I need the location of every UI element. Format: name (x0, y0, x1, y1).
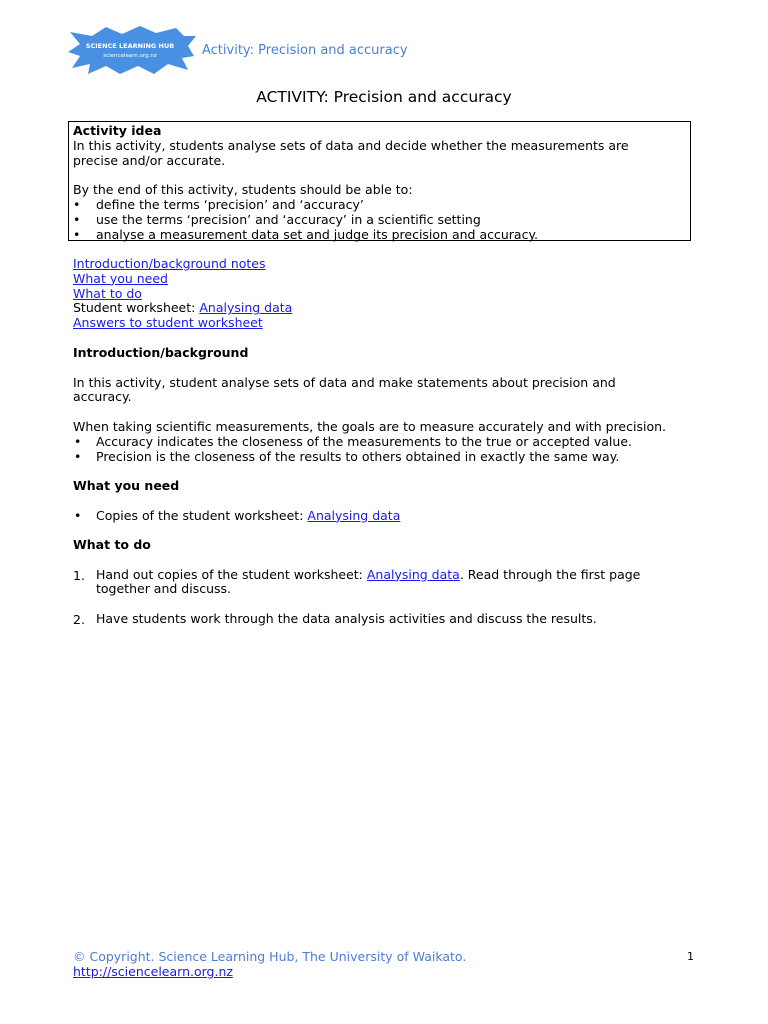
step-item (73, 612, 640, 627)
logo-subtitle: sciencelearn.org.nz (103, 53, 157, 59)
what-you-need-heading: What you need (73, 478, 180, 493)
step-text: Hand out copies of the student worksheet: (96, 566, 367, 582)
what-to-do-section (73, 538, 640, 627)
activity-idea-box (68, 121, 691, 241)
document-title: ACTIVITY: Precision and accuracy (256, 88, 512, 106)
what-to-do-link[interactable]: What to do (73, 285, 142, 301)
step-text-line2: together and discuss. (96, 581, 232, 597)
section-links (73, 257, 292, 331)
worksheet-label: Student worksheet: (73, 300, 200, 316)
what-you-need-link[interactable]: What you need (73, 270, 168, 286)
intro-heading: Introduction/background (73, 345, 249, 360)
step-text: Have students work through the data analysis activities and discuss the results. (96, 610, 597, 626)
science-learning-hub-logo (66, 24, 198, 78)
objective-bullet: • analyse a measurement data set and judge its precision and accuracy. (73, 228, 690, 243)
website-link[interactable]: http://sciencelearn.org.nz (73, 963, 233, 979)
activity-idea-lead: By the end of this activity, students should be able to: (73, 182, 413, 198)
page-number: 1 (687, 950, 694, 963)
activity-idea-text-line: precise and/or accurate. (73, 152, 226, 168)
running-header-title: Activity: Precision and accuracy (202, 43, 408, 58)
need-analysing-data-link[interactable]: Analysing data (307, 507, 401, 523)
logo-burst-shape (66, 24, 198, 78)
objective-bullet: • define the terms ‘precision’ and ‘accuracy’ (73, 198, 690, 213)
activity-idea-text-line: In this activity, students analyse sets of data and decide whether the measurements are (73, 137, 629, 153)
need-item (73, 509, 400, 524)
activity-idea-heading: Activity idea (73, 123, 162, 138)
what-you-need-section (73, 479, 400, 523)
what-to-do-heading: What to do (73, 537, 151, 552)
intro-paragraph-line: In this activity, student analyse sets of data and make statements about precision and (73, 374, 616, 390)
objective-bullet: • use the terms ‘precision’ and ‘accuracy’ in a scientific setting (73, 213, 690, 228)
intro-paragraph-line: accuracy. (73, 389, 132, 405)
logo-title: SCIENCE LEARNING HUB (85, 42, 175, 50)
intro-paragraph: When taking scientific measurements, the goals are to measure accurately and with precision. (73, 418, 666, 434)
page-footer (73, 950, 466, 980)
step-text-suffix: . Read through the first page (459, 566, 641, 582)
analysing-data-link[interactable]: Analysing data (199, 300, 293, 316)
step-item (73, 568, 640, 598)
intro-link[interactable]: Introduction/background notes (73, 256, 266, 271)
need-item-text: Copies of the student worksheet: (96, 507, 308, 523)
intro-section (73, 346, 666, 464)
answers-link[interactable]: Answers to student worksheet (73, 315, 263, 331)
step-number: 1. (73, 567, 85, 583)
step-analysing-data-link[interactable]: Analysing data (366, 566, 460, 582)
copyright-notice: © Copyright. Science Learning Hub, The University of Waikato. (73, 949, 467, 964)
intro-bullet: • Accuracy indicates the closeness of the measurements to the true or accepted value. (73, 435, 666, 450)
step-number: 2. (73, 611, 85, 627)
intro-bullet: • Precision is the closeness of the results to others obtained in exactly the same way. (73, 450, 666, 465)
